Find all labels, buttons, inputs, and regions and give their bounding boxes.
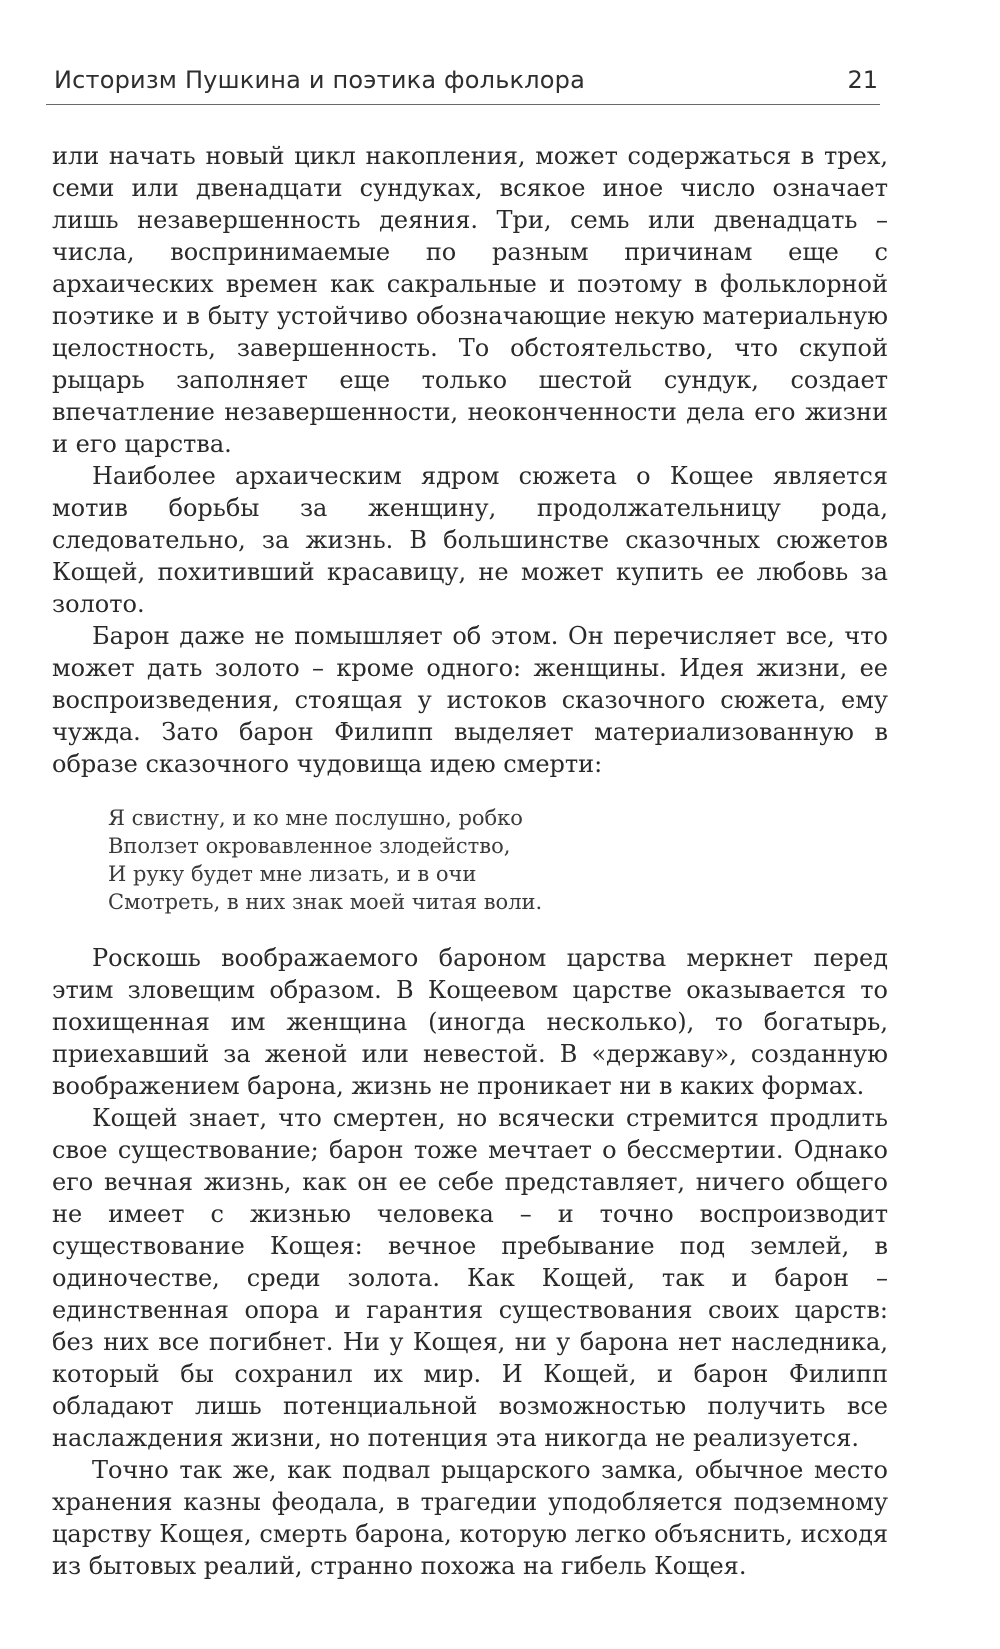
running-header [46,64,880,105]
paragraph: Барон даже не помышляет об этом. Он перечисляет все, что может дать золото – кроме одного: женщины. Идея жизни, ее воспроизведения, стоящая у истоков сказочного сюжета, ему чужда. Зато барон Филипп выделяет материализованную в образе сказочного чудовища идею смерти: [52,622,888,778]
paragraph: Роскошь воображаемого бароном царства меркнет перед этим зловещим образом. В Кощеевом царстве оказывается то похищенная им женщина (иногда несколько), то богатырь, приехавший за женой или невестой. В «державу», созданную воображением барона, жизнь не проникает ни в каких формах. [52,944,888,1100]
verse-line: Вползет окровавленное злодейство, [108,834,511,858]
page-number: 21 [847,66,878,94]
verse-line: И руку будет мне лизать, и в очи [108,862,477,886]
verse-line: Я свистну, и ко мне послушно, робко [108,806,523,830]
paragraph: или начать новый цикл накопления, может содержаться в трех, семи или двенадцати сундуках, всякое иное число означает лишь незавершенность деяния. Три, семь или двенадцать – числа, воспринимаемые по разным причинам еще с архаических времен как сакральные и поэтому в фольклорной поэтике и в быту устойчиво обозначающие некую материальную целостность, завершенность. То обстоятельство, что скупой рыцарь заполняет еще только шестой сундук, создает впечатление незавершенности, неоконченности дела его жизни и его царства. [52,142,888,458]
paragraph: Кощей знает, что смертен, но всячески стремится продлить свое существование; барон тоже мечтает о бессмертии. Однако его вечная жизнь, как он ее себе представляет, ничего общего не имеет с жизнью человека – и точно воспроизводит существование Кощея: вечное пребывание под землей, в одиночестве, среди золота. Как Кощей, так и барон – единственная опора и гарантия существования своих царств: без них все погибнет. Ни у Кощея, ни у барона нет наследника, который бы сохранил их мир. И Кощей, и барон Филипп обладают лишь потенциальной возможностью получить все наслаждения жизни, но потенция эта никогда не реализуется. [52,1104,888,1452]
paragraph: Точно так же, как подвал рыцарского замка, обычное место хранения казны феодала, в трагедии уподобляется подземному царству Кощея, смерть барона, которую легко объяснить, исходя из бытовых реалий, странно похожа на гибель Кощея. [52,1456,888,1580]
running-title: Историзм Пушкина и поэтика фольклора [54,66,586,94]
verse-quote [108,804,888,916]
verse-line: Смотреть, в них знак моей читая воли. [108,890,543,914]
body-text [52,140,888,1582]
paragraph: Наиболее архаическим ядром сюжета о Кощее является мотив борьбы за женщину, продолжательницу рода, следовательно, за жизнь. В большинстве сказочных сюжетов Кощей, похитивший красавицу, не может купить ее любовь за золото. [52,462,888,618]
